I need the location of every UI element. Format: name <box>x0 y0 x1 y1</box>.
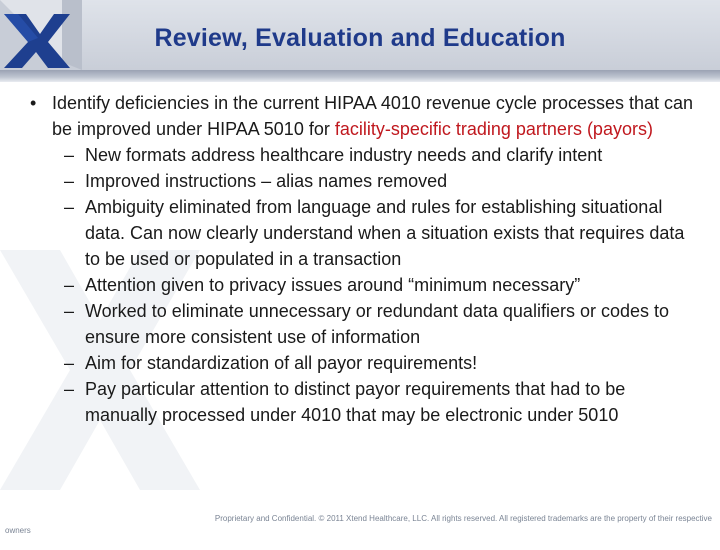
sub-bullet-list <box>30 142 700 428</box>
header-divider <box>0 70 720 82</box>
sub-bullet <box>30 142 700 168</box>
sub-bullet-text: Pay particular attention to distinct payor requirements that had to be manually processed under 4010 that may be electronic under 5010 <box>85 379 626 425</box>
sub-bullet <box>30 194 700 272</box>
sub-bullet-text: Attention given to privacy issues around “minimum necessary” <box>85 275 581 295</box>
x-logo-icon <box>0 0 82 70</box>
sub-bullet <box>30 376 700 428</box>
dash-marker: – <box>64 353 75 373</box>
footer-copyright-tail: owners <box>5 526 31 535</box>
footer-copyright: Proprietary and Confidential. © 2011 Xtend Healthcare, LLC. All rights reserved. All registered trademarks are the property of their respective <box>214 514 712 523</box>
sub-bullet <box>30 168 700 194</box>
bullet-highlight: facility-specific trading partners (payors) <box>334 119 653 139</box>
dash-marker: – <box>64 379 75 399</box>
slide-title: Review, Evaluation and Education <box>154 24 566 52</box>
bullet-text: Identify deficiencies in the current HIPAA 4010 revenue cycle processes that can be improved under HIPAA 5010 for <box>52 93 694 139</box>
sub-bullet-text: New formats address healthcare industry needs and clarify intent <box>85 145 603 165</box>
sub-bullet <box>30 350 700 376</box>
dash-marker: – <box>64 145 75 165</box>
slide-body <box>30 90 700 428</box>
sub-bullet-text: Improved instructions – alias names removed <box>85 171 448 191</box>
dash-marker: – <box>64 275 75 295</box>
dash-marker: – <box>64 171 75 191</box>
bullet-marker: • <box>30 93 37 113</box>
dash-marker: – <box>64 197 75 217</box>
sub-bullet-text: Worked to eliminate unnecessary or redundant data qualifiers or codes to ensure more consistent use of information <box>85 301 669 347</box>
main-bullet <box>30 90 700 142</box>
dash-marker: – <box>64 301 75 321</box>
sub-bullet-text: Aim for standardization of all payor requirements! <box>85 353 478 373</box>
sub-bullet <box>30 272 700 298</box>
sub-bullet <box>30 298 700 350</box>
sub-bullet-text: Ambiguity eliminated from language and rules for establishing situational data. Can now clearly understand when a situation exists that requires data to be used or populated in a transaction <box>85 197 685 269</box>
